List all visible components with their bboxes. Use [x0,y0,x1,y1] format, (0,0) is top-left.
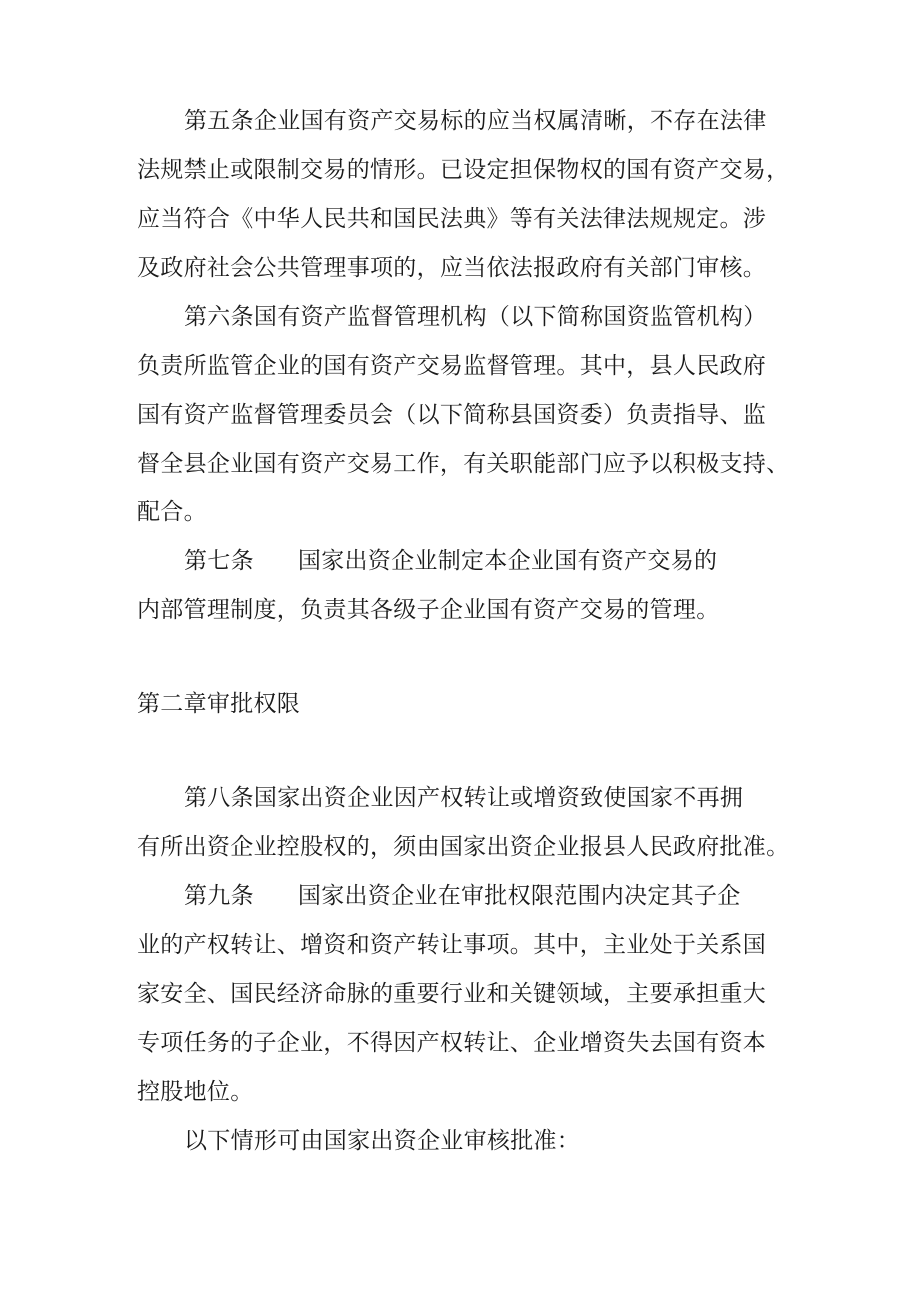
article-5-line-3: 应当符合《中华人民共和国民法典》等有关法律法规规定。涉 [137,206,767,232]
article-9-line-2: 业的产权转让、增资和资产转让事项。其中，主业处于关系国 [137,932,767,958]
article-5-line-4: 及政府社会公共管理事项的，应当依法报政府有关部门审核。 [137,255,767,281]
article-9-line-3: 家安全、国民经济命脉的重要行业和关键领域，主要承担重大 [137,981,767,1007]
article-9-line-4: 专项任务的子企业，不得因产权转让、企业增资失去国有资本 [137,1030,767,1056]
article-5-line-1: 第五条企业国有资产交易标的应当权属清晰，不存在法律 [184,108,767,134]
article-7-label: 第七条 [184,548,254,574]
article-9-line-1-text: 国家出资企业在审批权限范围内决定其子企 [297,883,741,909]
article-5-line-2: 法规禁止或限制交易的情形。已设定担保物权的国有资产交易， [137,157,790,183]
article-8-line-1: 第八条国家出资企业因产权转让或增资致使国家不再拥 [184,785,744,811]
chapter-2-heading: 第二章审批权限 [137,691,301,717]
article-6-line-2: 负责所监管企业的国有资产交易监督管理。其中，县人民政府 [137,353,767,379]
article-7-line-2: 内部管理制度，负责其各级子企业国有资产交易的管理。 [137,597,720,623]
article-9-line-1 [184,881,741,911]
article-9-line-5: 控股地位。 [137,1079,254,1105]
article-7-line-1-text: 国家出资企业制定本企业国有资产交易的 [297,548,718,574]
article-6-line-1: 第六条国有资产监督管理机构（以下简称国资监管机构） [184,304,767,330]
article-6-line-5: 配合。 [137,499,207,525]
list-intro-paragraph: 以下情形可由国家出资企业审核批准： [184,1128,581,1154]
article-6-line-4: 督全县企业国有资产交易工作，有关职能部门应予以积极支持、 [137,451,790,477]
article-7-line-1 [184,546,717,576]
article-6-line-3: 国有资产监督管理委员会（以下简称县国资委）负责指导、监 [137,402,767,428]
article-8-line-2: 有所出资企业控股权的，须由国家出资企业报县人民政府批准。 [137,834,790,860]
article-9-label: 第九条 [184,883,254,909]
